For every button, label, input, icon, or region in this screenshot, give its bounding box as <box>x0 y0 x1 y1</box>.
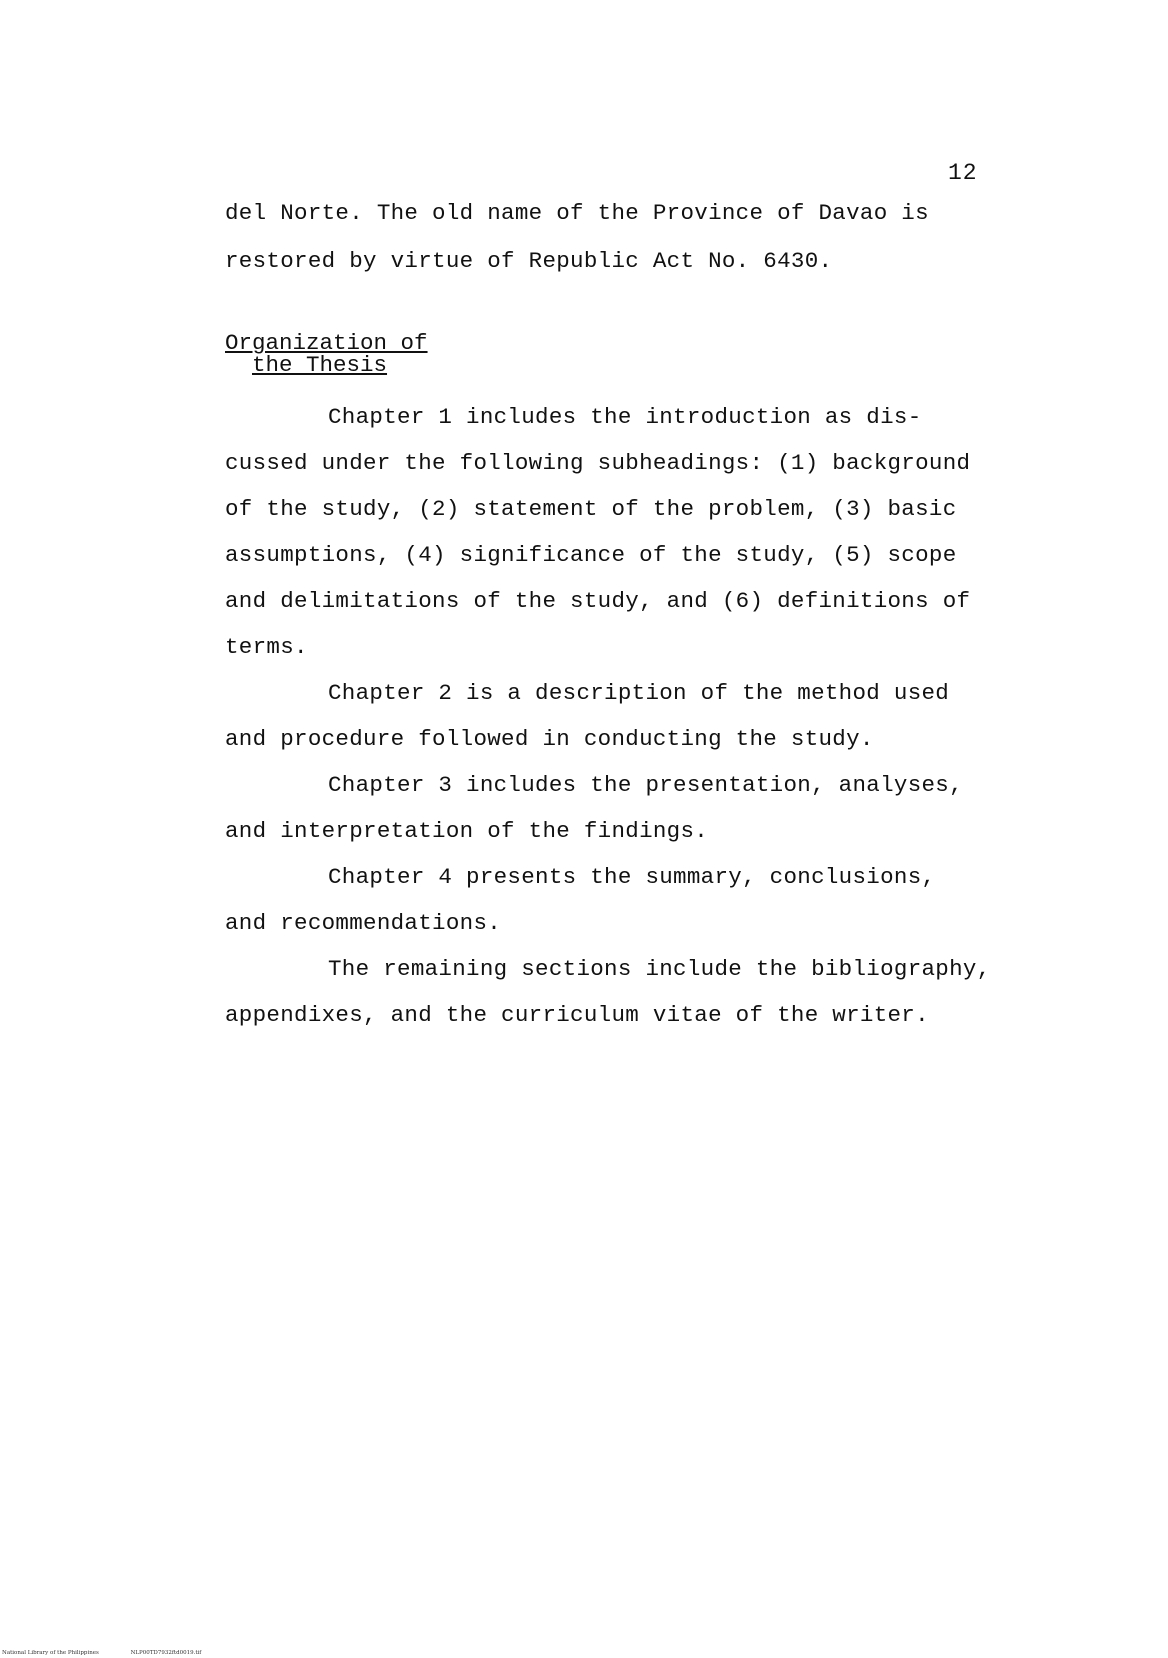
body-line-3: of the study, (2) statement of the problem, (3) basic <box>225 496 957 522</box>
body-line-5: and delimitations of the study, and (6) definitions of <box>225 588 971 614</box>
section-heading-line-1: Organization of <box>225 330 428 356</box>
footer-caption <box>2 1650 201 1656</box>
intro-line-2: restored by virtue of Republic Act No. 6430. <box>225 248 833 274</box>
page-number: 12 <box>948 160 978 186</box>
body-line-12: and recommendations. <box>225 910 502 936</box>
section-heading <box>225 332 428 376</box>
body-line-7: Chapter 2 is a description of the method used <box>328 680 950 706</box>
footer-library: National Library of the Philippines <box>2 1650 99 1656</box>
body-line-6: terms. <box>225 634 308 660</box>
body-line-8: and procedure followed in conducting the study. <box>225 726 874 752</box>
body-line-13: The remaining sections include the bibliography, <box>328 956 991 982</box>
body-line-1: Chapter 1 includes the introduction as dis- <box>328 404 922 430</box>
section-heading-line-2: the Thesis <box>252 352 388 378</box>
body-line-9: Chapter 3 includes the presentation, analyses, <box>328 772 963 798</box>
body-line-2: cussed under the following subheadings: (1) background <box>225 450 971 476</box>
body-line-11: Chapter 4 presents the summary, conclusions, <box>328 864 936 890</box>
body-line-4: assumptions, (4) significance of the study, (5) scope <box>225 542 957 568</box>
footer-file: NLP00TD7932ftd0019.tif <box>130 1650 202 1656</box>
intro-line-1: del Norte. The old name of the Province of Davao is <box>225 200 929 226</box>
body-line-10: and interpretation of the findings. <box>225 818 709 844</box>
body-line-14: appendixes, and the curriculum vitae of the writer. <box>225 1002 929 1028</box>
